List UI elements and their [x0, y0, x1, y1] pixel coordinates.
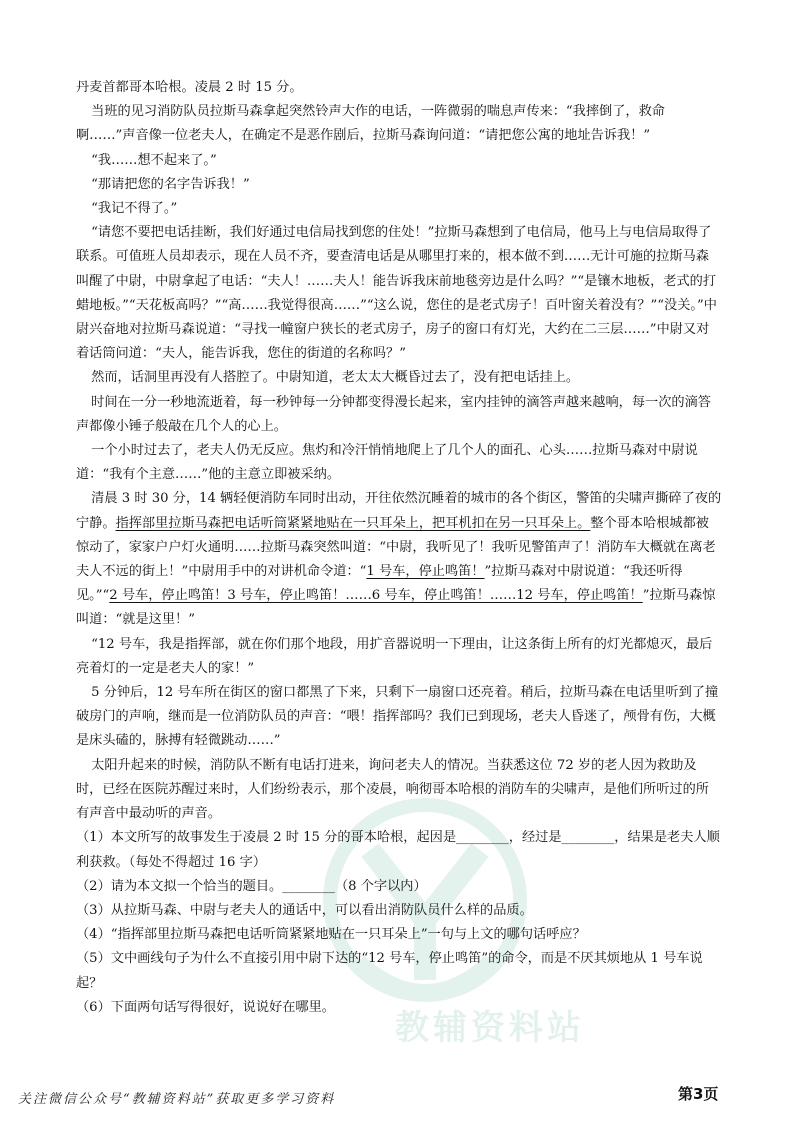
underlined-sentence-3: 2 号车，停止鸣笛！3 号车，停止鸣笛！……6 号车，停止鸣笛！……12 号车，停止鸣笛！	[109, 588, 643, 604]
question-1: （1）本文所写的故事发生于凌晨 2 时 15 分的哥本哈根，起因是________，经过是________，结果是老夫人顺利获救。（每处不得超过 16 字）	[76, 830, 720, 870]
p9-before: 清晨 3 时 30 分，14 辆轻便消防车同时出动，开往依然沉睡着的城市的各个街区，警笛的尖啸声撕碎了夜的宁静。	[76, 491, 722, 531]
paragraph-2: “我……想不起来了。”	[91, 152, 217, 168]
watermark-text: 教辅资料站	[395, 1008, 585, 1048]
paragraph-8: 一个小时过去了，老夫人仍无反应。焦灼和冷汗悄悄地爬上了几个人的面孔、心头……拉斯马森对中尉说道：“我有个主意……”他的主意立即被采纳。	[76, 443, 698, 483]
p9-middle2: ”拉斯马森对中尉说道：“我还听得见。”“	[76, 564, 683, 604]
question-5: （5）文中画线句子为什么不直接引用中尉下达的“12 号车，停止鸣笛”的命令，而是不厌其烦地从 1 号车说起？	[76, 951, 703, 991]
p9-middle: 整个哥本哈根城都被惊动了，家家户户灯火通明……拉斯马森突然叫道：“中尉，我听见了！我听见警笛声了！消防车大概就在离老夫人不远的街上！”中尉用手中的对讲机命令道：“	[76, 515, 716, 580]
page-number: 第3页	[678, 1085, 719, 1103]
paragraph-10: “12 号车，我是指挥部，就在你们那个地段，用扩音器说明一下理由，让这条街上所有的灯光都熄灭，最后亮着灯的一定是老夫人的家！”	[76, 636, 713, 676]
underlined-sentence-2: 1 号车，停止鸣笛！	[366, 564, 485, 580]
paragraph-5: “请您不要把电话挂断，我们好通过电信局找到您的住处！”拉斯马森想到了电信局，他马上与电信局取得了联系。可值班人员却表示，现在人员不齐，要查清电话是从哪里打来的，根本做不到……无计可施的拉斯马森叫醒了中尉，中尉拿起了电话：“夫人！……夫人！能告诉我床前地毯旁边是什么吗？”“是镶木地板，老式的打蜡地板。”“天花板高吗？”“高……我觉得很高……”“这么说，您住的是老式房子！百叶窗关着没有？”“没关。”中尉兴奋地对拉斯马森说道：“寻找一幢窗户狭长的老式房子，房子的窗口有灯光，大约在二三层……”中尉又对着话筒问道：“夫人，能告诉我，您住的街道的名称吗？”	[76, 225, 717, 362]
p9-after: ”拉斯马森惊叫道：“就是这里！”	[76, 588, 716, 628]
paragraph-11: 5 分钟后，12 号车所在街区的窗口都黑了下来，只剩下一扇窗口还亮着。稍后，拉斯马森在电话里听到了撞破房门的声响，继而是一位消防队员的声音：“喂！指挥部吗？我们已到现场，老夫人昏迷了，颅骨有伤，大概是床头磕的，脉搏有轻微跳动……”	[76, 685, 719, 749]
document-body	[76, 76, 722, 1020]
paragraph-7: 时间在一分一秒地流逝着，每一秒钟每一分钟都变得漫长起来，室内挂钟的滴答声越来越响，每一次的滴答声都像小锤子般敲在几个人的心上。	[76, 394, 711, 434]
paragraph-0: 丹麦首都哥本哈根。凌晨 2 时 15 分。	[76, 80, 303, 95]
footer-promo-text: 关注微信公众号“教辅资料站”获取更多学习资料	[18, 1092, 336, 1107]
paragraph-4: “我记不得了。”	[91, 201, 178, 217]
paragraph-9	[76, 487, 722, 632]
question-6: （6）下面两句话写得很好，说说好在哪里。	[76, 999, 335, 1015]
question-4: （4）“指挥部里拉斯马森把电话听筒紧紧地贴在一只耳朵上”一句与上文的哪句话呼应？	[76, 927, 586, 943]
question-2: （2）请为本文拟一个恰当的题目。________（8 个字以内）	[76, 878, 427, 894]
question-3: （3）从拉斯马森、中尉与老夫人的通话中，可以看出消防队员什么样的品质。	[76, 902, 533, 918]
paragraph-3: “那请把您的名字告诉我！”	[91, 176, 250, 192]
paragraph-6: 然而，话洞里再没有人搭腔了。中尉知道，老太太大概昏过去了，没有把电话挂上。	[91, 370, 580, 386]
underlined-sentence-1: 指挥部里拉斯马森把电话听筒紧紧地贴在一只耳朵上，把耳机扣在另一只耳朵上。	[115, 515, 591, 531]
paragraph-1: 当班的见习消防队员拉斯马森拿起突然铃声大作的电话，一阵微弱的喘息声传来：“我摔倒了，救命啊……”声音像一位老夫人，在确定不是恶作剧后，拉斯马森询问道：“请把您公寓的地址告诉我！”	[76, 104, 665, 144]
paragraph-12: 太阳升起来的时候，消防队不断有电话打进来，询问老夫人的情况。当获悉这位 72 岁的老人因为救助及时，已经在医院苏醒过来时，人们纷纷表示，那个凌晨，响彻哥本哈根的消防车的尖啸声，是他们所听过的所有声音中最动听的声音。	[76, 757, 709, 822]
